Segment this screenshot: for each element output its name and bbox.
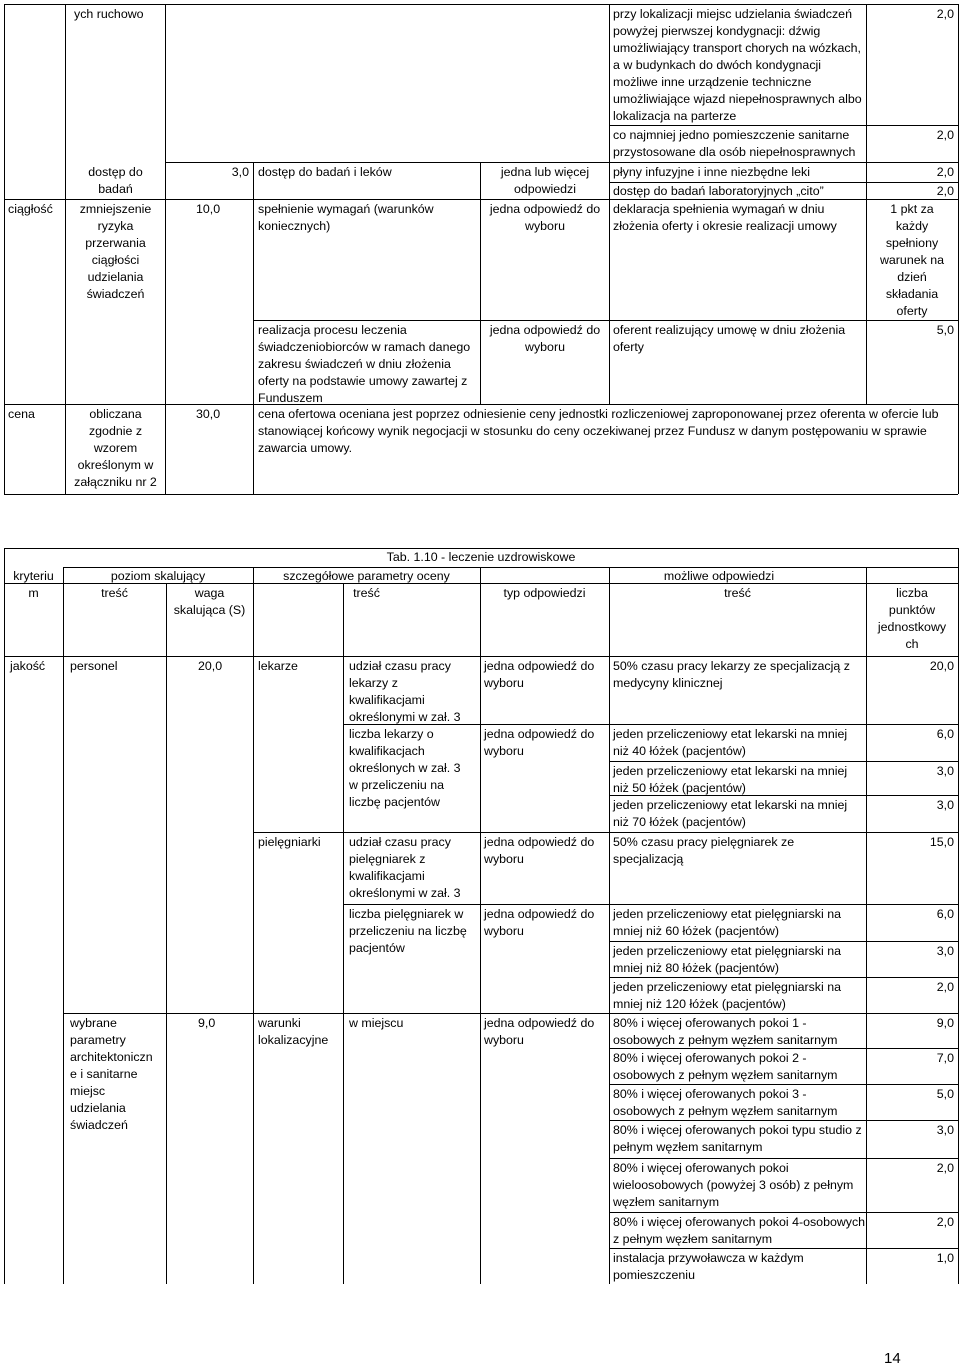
criterion-label: ciągłość [8,202,53,216]
points-value: 2,0 [936,7,954,21]
header-waga: waga skalująca (S) [173,586,246,617]
parameter-text: udział czasu pracy lekarzy z kwalifikacjami określonymi w zał. 3 [349,659,461,724]
answer-text: deklaracja spełnienia wymagań w dniu złożenia oferty i okresie realizacji umowy [613,202,837,233]
answer-text: 50% czasu pracy lekarzy ze specjalizacją z medycyny klinicznej [613,659,850,690]
points-value: 5,0 [936,323,954,337]
answer-text: 80% i więcej oferowanych pokoi 4-osobowych z pełnym węzłem sanitarnym [613,1215,866,1246]
answer-text: 80% i więcej oferowanych pokoi typu studio z pełnym węzłem sanitarnym [613,1123,862,1154]
answer-type: jedna odpowiedź do wyboru [484,907,595,938]
answer-text: 80% i więcej oferowanych pokoi 1 - osobowych z pełnym węzłem sanitarnym [613,1016,838,1047]
points-value: 2,0 [936,980,954,994]
page-number: 14 [884,1350,901,1367]
answer-type: jedna odpowiedź do wyboru [489,323,601,354]
points-value: 2,0 [936,165,954,179]
header-typ: typ odpowiedzi [503,586,586,600]
answer-text: instalacja przywoławcza w każdym pomieszczeniu [613,1251,804,1282]
detail-label: warunki lokalizacyjne [258,1016,329,1047]
detail-label: pielęgniarki [258,835,321,849]
weight-value: 10,0 [196,202,221,216]
answer-text: oferent realizujący umowę w dniu złożenia oferty [613,323,846,354]
points-value: 1,0 [936,1251,954,1265]
points-value: 6,0 [936,727,954,741]
answer-text: płyny infuzyjne i inne niezbędne leki [613,165,810,179]
criterion-label: jakość [10,659,46,673]
points-value: 3,0 [936,1123,954,1137]
answer-type: jedna odpowiedź do wyboru [489,202,601,233]
answer-text: co najmniej jedno pomieszczenie sanitarne przystosowane dla osób niepełnosprawnych [613,128,856,159]
answer-text: 80% i więcej oferowanych pokoi 2 - osobowych z pełnym węzłem sanitarnym [613,1051,838,1082]
answer-text: jeden przeliczeniowy etat pielęgniarski na mniej niż 120 łóżek (pacjentów) [613,980,841,1011]
subcriterion-label: zmniejszenie ryzyka przerwania ciągłości udzielania świadczeń [79,202,152,301]
answer-text: 50% czasu pracy pielęgniarek ze specjalizacją [613,835,795,866]
weight-value: 30,0 [196,407,221,421]
header-mozliwe: możliwe odpowiedzi [663,569,775,583]
parameter-detail: realizacja procesu leczenia świadczeniobiorców w ramach danego zakresu świadczeń w dniu złożenia oferty na podstawie umowy zawartej z Funduszem [258,323,471,405]
header-szczegolowe: szczegółowe parametry oceny [283,569,450,583]
answer-type: jedna odpowiedź do wyboru [484,1016,595,1047]
header-kryterium: kryteriu m [13,569,54,600]
parameter-text: w miejscu [349,1016,404,1030]
subcriterion-label: dostęp do badań [88,165,143,196]
detail-label: lekarze [258,659,298,673]
answer-type: jedna odpowiedź do wyboru [484,659,595,690]
points-value: 1 pkt za każdy spełniony warunek na dzień składania oferty [879,202,945,318]
answer-type: jedna odpowiedź do wyboru [484,727,595,758]
points-value: 2,0 [936,1161,954,1175]
answer-text: jeden przeliczeniowy etat lekarski na mniej niż 40 łóżek (pacjentów) [613,727,848,758]
points-value: 2,0 [936,1215,954,1229]
points-value: 15,0 [929,835,954,849]
parameter-text: liczba lekarzy o kwalifikacjach określonych w zał. 3 w przeliczeniu na liczbę pacjentów [349,727,461,809]
answer-type: jedna odpowiedź do wyboru [484,835,595,866]
points-value: 2,0 [936,128,954,142]
level-label: personel [70,659,118,673]
points-value: 3,0 [936,764,954,778]
points-value: 3,0 [936,798,954,812]
header-poziom: poziom skalujący [110,569,206,583]
points-value: 2,0 [936,184,954,198]
answer-text: jeden przeliczeniowy etat lekarski na mniej niż 70 łóżek (pacjentów) [613,798,848,829]
answer-text: jeden przeliczeniowy etat pielęgniarski na mniej niż 80 łóżek (pacjentów) [613,944,841,975]
answer-text: dostęp do badań laboratoryjnych „cito” [613,184,824,198]
header-liczba: liczba punktów jednostkowy ch [877,586,947,651]
points-value: 9,0 [936,1016,954,1030]
weight-value: 20,0 [198,659,223,673]
parameter-detail: dostęp do badań i leków [258,165,392,179]
answer-text: jeden przeliczeniowy etat lekarski na mniej niż 50 łóżek (pacjentów) [613,764,848,795]
points-value: 5,0 [936,1087,954,1101]
parameter-text: liczba pielęgniarek w przeliczeniu na liczbę pacjentów [349,907,467,955]
answer-text: 80% i więcej oferowanych pokoi wieloosobowych (powyżej 3 osób) z pełnym węzłem sanitarnym [613,1161,854,1209]
points-value: 7,0 [936,1051,954,1065]
answer-text: przy lokalizacji miejsc udzielania świadczeń powyżej pierwszej kondygnacji: dźwig umożliwiający transport chorych na wózkach, a w budynkach do dwóch kondygnacji możliwe inne urządzenie techniczne umożliwiające wjazd niepełnosprawnych albo lokalizacja na parterze [613,7,862,123]
answer-text: jeden przeliczeniowy etat pielęgniarski na mniej niż 60 łóżek (pacjentów) [613,907,841,938]
weight-value: 3,0 [231,165,249,179]
subcriterion-label: obliczana zgodnie z wzorem określonym w załączniku nr 2 [74,407,157,489]
subcriterion-label: ych ruchowo [74,7,144,21]
parameter-text: udział czasu pracy pielęgniarek z kwalifikacjami określonymi w zał. 3 [349,835,461,900]
header-tresc: treść [101,586,128,600]
level-label: wybrane parametry architektoniczn e i sanitarne miejsc udzielania świadczeń [70,1016,153,1132]
criterion-label: cena [8,407,35,421]
points-value: 20,0 [929,659,954,673]
table-title: Tab. 1.10 - leczenie uzdrowiskowe [386,550,576,564]
header-tresc: treść [724,586,751,600]
weight-value: 9,0 [198,1016,216,1030]
answer-text: 80% i więcej oferowanych pokoi 3 - osobowych z pełnym węzłem sanitarnym [613,1087,838,1118]
points-value: 6,0 [936,907,954,921]
points-value: 3,0 [936,944,954,958]
header-tresc: treść [353,586,380,600]
parameter-detail: spełnienie wymagań (warunków koniecznych) [258,202,434,233]
price-description: cena ofertowa oceniana jest poprzez odniesienie ceny jednostki rozliczeniowej zaproponowanej przez oferenta w ofercie lub stanowiącej końcowy wynik negocjacji w stosunku do ceny oczekiwanej przez Fundusz w danym postępowaniu w sprawie zawarcia umowy. [258,407,939,455]
answer-type: jedna lub więcej odpowiedzi [500,165,590,196]
